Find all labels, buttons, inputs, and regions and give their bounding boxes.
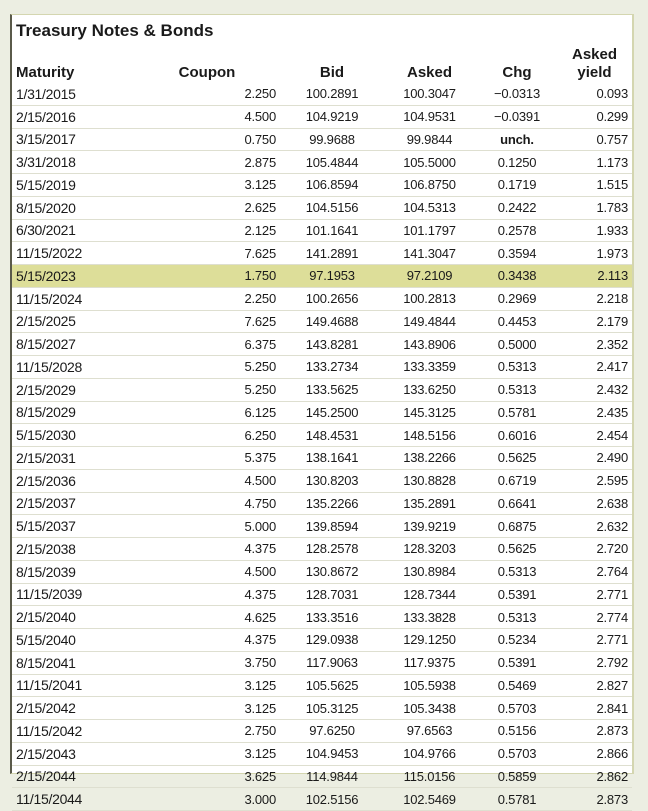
cell-bid: 104.9219 xyxy=(282,105,382,128)
header-yield-line2: yield xyxy=(577,64,612,81)
cell-coupon: 3.000 xyxy=(132,788,282,811)
cell-asked: 143.8906 xyxy=(382,333,477,356)
cell-asked: 105.3438 xyxy=(382,697,477,720)
cell-asked: 130.8828 xyxy=(382,469,477,492)
cell-asked: 117.9375 xyxy=(382,651,477,674)
cell-asked-yield: 2.490 xyxy=(557,447,632,470)
header-chg: Chg xyxy=(502,64,532,81)
table-row xyxy=(12,447,632,470)
cell-coupon: 4.375 xyxy=(132,583,282,606)
cell-asked-yield: 2.827 xyxy=(557,674,632,697)
cell-asked-yield: 2.873 xyxy=(557,720,632,743)
cell-asked: 99.9844 xyxy=(382,128,477,151)
cell-maturity: 5/15/2030 xyxy=(12,424,132,447)
cell-coupon: 3.125 xyxy=(132,697,282,720)
cell-bid: 104.5156 xyxy=(282,196,382,219)
cell-chg: −0.0313 xyxy=(477,83,557,105)
table-row xyxy=(12,469,632,492)
cell-coupon: 7.625 xyxy=(132,310,282,333)
cell-maturity: 2/15/2036 xyxy=(12,469,132,492)
cell-asked: 106.8750 xyxy=(382,174,477,197)
cell-coupon: 4.500 xyxy=(132,469,282,492)
cell-coupon: 2.125 xyxy=(132,219,282,242)
cell-asked-yield: 2.417 xyxy=(557,356,632,379)
cell-coupon: 2.250 xyxy=(132,83,282,105)
cell-asked-yield: 1.783 xyxy=(557,196,632,219)
cell-maturity: 11/15/2044 xyxy=(12,788,132,811)
cell-coupon: 4.750 xyxy=(132,492,282,515)
cell-asked-yield: 2.771 xyxy=(557,583,632,606)
cell-bid: 133.2734 xyxy=(282,356,382,379)
cell-maturity: 2/15/2031 xyxy=(12,447,132,470)
cell-asked: 105.5000 xyxy=(382,151,477,174)
table-row xyxy=(12,128,632,151)
table-row xyxy=(12,151,632,174)
cell-coupon: 2.750 xyxy=(132,720,282,743)
cell-coupon: 5.250 xyxy=(132,356,282,379)
cell-bid: 102.5156 xyxy=(282,788,382,811)
cell-chg: 0.2969 xyxy=(477,287,557,310)
table-row xyxy=(12,651,632,674)
cell-chg: 0.5703 xyxy=(477,697,557,720)
cell-maturity: 11/15/2042 xyxy=(12,720,132,743)
cell-bid: 97.6250 xyxy=(282,720,382,743)
table-row xyxy=(12,356,632,379)
cell-asked: 128.3203 xyxy=(382,538,477,561)
cell-maturity: 2/15/2025 xyxy=(12,310,132,333)
treasury-table xyxy=(12,43,632,811)
header-asked: Asked xyxy=(406,64,453,81)
cell-asked-yield: 1.173 xyxy=(557,151,632,174)
table-row xyxy=(12,310,632,333)
table-row xyxy=(12,287,632,310)
cell-maturity: 8/15/2020 xyxy=(12,196,132,219)
cell-maturity: 2/15/2043 xyxy=(12,742,132,765)
cell-asked-yield: 2.638 xyxy=(557,492,632,515)
cell-asked-yield: 2.454 xyxy=(557,424,632,447)
cell-chg: 0.5391 xyxy=(477,583,557,606)
cell-bid: 129.0938 xyxy=(282,629,382,652)
cell-asked-yield: 2.862 xyxy=(557,765,632,788)
cell-chg: 0.5859 xyxy=(477,765,557,788)
cell-asked: 148.5156 xyxy=(382,424,477,447)
cell-coupon: 4.500 xyxy=(132,105,282,128)
cell-asked-yield: 2.764 xyxy=(557,560,632,583)
cell-bid: 106.8594 xyxy=(282,174,382,197)
cell-asked: 105.5938 xyxy=(382,674,477,697)
cell-asked: 97.6563 xyxy=(382,720,477,743)
header-asked-yield xyxy=(557,43,632,83)
cell-bid: 148.4531 xyxy=(282,424,382,447)
cell-maturity: 3/15/2017 xyxy=(12,128,132,151)
cell-asked: 104.9531 xyxy=(382,105,477,128)
cell-maturity: 11/15/2028 xyxy=(12,356,132,379)
cell-chg: 0.5469 xyxy=(477,674,557,697)
cell-asked: 100.3047 xyxy=(382,83,477,105)
cell-bid: 104.9453 xyxy=(282,742,382,765)
cell-bid: 105.4844 xyxy=(282,151,382,174)
cell-maturity: 11/15/2022 xyxy=(12,242,132,265)
cell-maturity: 5/15/2019 xyxy=(12,174,132,197)
cell-asked: 141.3047 xyxy=(382,242,477,265)
cell-bid: 114.9844 xyxy=(282,765,382,788)
cell-maturity: 5/15/2023 xyxy=(12,265,132,288)
cell-chg: 0.5313 xyxy=(477,606,557,629)
cell-coupon: 3.125 xyxy=(132,674,282,697)
cell-asked-yield: 1.515 xyxy=(557,174,632,197)
table-title: Treasury Notes & Bonds xyxy=(16,21,214,40)
cell-asked-yield: 2.352 xyxy=(557,333,632,356)
table-row xyxy=(12,401,632,424)
cell-chg: 0.6875 xyxy=(477,515,557,538)
cell-asked-yield: 2.771 xyxy=(557,629,632,652)
cell-maturity: 8/15/2039 xyxy=(12,560,132,583)
table-row xyxy=(12,765,632,788)
cell-asked-yield: 2.866 xyxy=(557,742,632,765)
cell-asked: 97.2109 xyxy=(382,265,477,288)
cell-bid: 130.8203 xyxy=(282,469,382,492)
cell-bid: 117.9063 xyxy=(282,651,382,674)
table-row xyxy=(12,242,632,265)
cell-asked: 128.7344 xyxy=(382,583,477,606)
cell-coupon: 4.375 xyxy=(132,629,282,652)
cell-chg: 0.6719 xyxy=(477,469,557,492)
cell-coupon: 6.375 xyxy=(132,333,282,356)
cell-asked-yield: 2.720 xyxy=(557,538,632,561)
cell-chg: 0.5703 xyxy=(477,742,557,765)
cell-chg: 0.6016 xyxy=(477,424,557,447)
cell-bid: 149.4688 xyxy=(282,310,382,333)
cell-asked-yield: 2.841 xyxy=(557,697,632,720)
cell-coupon: 3.750 xyxy=(132,651,282,674)
cell-chg: −0.0391 xyxy=(477,105,557,128)
cell-asked-yield: 2.595 xyxy=(557,469,632,492)
cell-asked-yield: 2.113 xyxy=(557,265,632,288)
cell-chg: 0.5391 xyxy=(477,651,557,674)
table-row xyxy=(12,196,632,219)
cell-maturity: 11/15/2024 xyxy=(12,287,132,310)
cell-coupon: 3.625 xyxy=(132,765,282,788)
cell-coupon: 2.625 xyxy=(132,196,282,219)
cell-maturity: 2/15/2040 xyxy=(12,606,132,629)
cell-asked-yield: 2.873 xyxy=(557,788,632,811)
cell-asked: 130.8984 xyxy=(382,560,477,583)
cell-chg: 0.5625 xyxy=(477,447,557,470)
header-row xyxy=(12,43,632,83)
cell-asked: 145.3125 xyxy=(382,401,477,424)
cell-asked: 102.5469 xyxy=(382,788,477,811)
header-maturity: Maturity xyxy=(16,64,75,81)
cell-bid: 100.2656 xyxy=(282,287,382,310)
header-coupon: Coupon xyxy=(178,64,236,81)
cell-maturity: 2/15/2029 xyxy=(12,378,132,401)
cell-asked-yield: 1.933 xyxy=(557,219,632,242)
cell-maturity: 8/15/2027 xyxy=(12,333,132,356)
cell-chg: 0.2578 xyxy=(477,219,557,242)
treasury-table-panel xyxy=(10,14,634,808)
cell-bid: 133.5625 xyxy=(282,378,382,401)
cell-asked-yield: 2.632 xyxy=(557,515,632,538)
table-body xyxy=(12,83,632,811)
cell-bid: 105.3125 xyxy=(282,697,382,720)
cell-bid: 133.3516 xyxy=(282,606,382,629)
cell-asked-yield: 2.774 xyxy=(557,606,632,629)
cell-maturity: 11/15/2039 xyxy=(12,583,132,606)
cell-asked: 149.4844 xyxy=(382,310,477,333)
cell-chg: 0.2422 xyxy=(477,196,557,219)
cell-maturity: 11/15/2041 xyxy=(12,674,132,697)
table-row xyxy=(12,629,632,652)
cell-chg: 0.3594 xyxy=(477,242,557,265)
cell-bid: 128.7031 xyxy=(282,583,382,606)
cell-bid: 128.2578 xyxy=(282,538,382,561)
cell-bid: 135.2266 xyxy=(282,492,382,515)
cell-chg: 0.5234 xyxy=(477,629,557,652)
table-row xyxy=(12,333,632,356)
cell-chg: 0.5781 xyxy=(477,401,557,424)
table-row xyxy=(12,788,632,811)
cell-chg: 0.5156 xyxy=(477,720,557,743)
cell-asked: 129.1250 xyxy=(382,629,477,652)
cell-coupon: 4.375 xyxy=(132,538,282,561)
cell-coupon: 7.625 xyxy=(132,242,282,265)
table-row xyxy=(12,720,632,743)
cell-asked-yield: 0.093 xyxy=(557,83,632,105)
cell-bid: 101.1641 xyxy=(282,219,382,242)
cell-asked-yield: 0.757 xyxy=(557,128,632,151)
cell-maturity: 5/15/2040 xyxy=(12,629,132,652)
cell-chg: 0.5000 xyxy=(477,333,557,356)
cell-asked: 104.9766 xyxy=(382,742,477,765)
cell-chg: 0.1250 xyxy=(477,151,557,174)
table-row xyxy=(12,742,632,765)
cell-asked-yield: 1.973 xyxy=(557,242,632,265)
cell-maturity: 2/15/2044 xyxy=(12,765,132,788)
table-row xyxy=(12,378,632,401)
cell-asked: 139.9219 xyxy=(382,515,477,538)
cell-asked: 135.2891 xyxy=(382,492,477,515)
header-yield-line1: Asked xyxy=(571,46,618,63)
table-row xyxy=(12,265,632,288)
cell-coupon: 6.250 xyxy=(132,424,282,447)
cell-asked: 138.2266 xyxy=(382,447,477,470)
cell-chg: 0.6641 xyxy=(477,492,557,515)
cell-chg: unch. xyxy=(477,128,557,151)
cell-coupon: 4.500 xyxy=(132,560,282,583)
cell-coupon: 4.625 xyxy=(132,606,282,629)
cell-bid: 138.1641 xyxy=(282,447,382,470)
cell-chg: 0.5625 xyxy=(477,538,557,561)
cell-chg: 0.5313 xyxy=(477,378,557,401)
cell-maturity: 8/15/2029 xyxy=(12,401,132,424)
cell-bid: 143.8281 xyxy=(282,333,382,356)
cell-bid: 97.1953 xyxy=(282,265,382,288)
cell-coupon: 0.750 xyxy=(132,128,282,151)
cell-asked-yield: 2.792 xyxy=(557,651,632,674)
cell-asked: 133.6250 xyxy=(382,378,477,401)
cell-maturity: 5/15/2037 xyxy=(12,515,132,538)
cell-maturity: 2/15/2037 xyxy=(12,492,132,515)
cell-chg: 0.5313 xyxy=(477,560,557,583)
table-row xyxy=(12,697,632,720)
table-row xyxy=(12,105,632,128)
table-row xyxy=(12,674,632,697)
cell-maturity: 2/15/2042 xyxy=(12,697,132,720)
cell-bid: 100.2891 xyxy=(282,83,382,105)
cell-chg: 0.5781 xyxy=(477,788,557,811)
cell-asked-yield: 2.435 xyxy=(557,401,632,424)
table-row xyxy=(12,424,632,447)
table-row xyxy=(12,606,632,629)
cell-asked-yield: 0.299 xyxy=(557,105,632,128)
cell-maturity: 8/15/2041 xyxy=(12,651,132,674)
cell-bid: 139.8594 xyxy=(282,515,382,538)
cell-bid: 99.9688 xyxy=(282,128,382,151)
cell-coupon: 3.125 xyxy=(132,174,282,197)
cell-asked: 101.1797 xyxy=(382,219,477,242)
cell-asked: 100.2813 xyxy=(382,287,477,310)
cell-coupon: 5.250 xyxy=(132,378,282,401)
cell-maturity: 2/15/2038 xyxy=(12,538,132,561)
cell-chg: 0.4453 xyxy=(477,310,557,333)
cell-asked: 133.3828 xyxy=(382,606,477,629)
table-row xyxy=(12,538,632,561)
cell-coupon: 2.250 xyxy=(132,287,282,310)
cell-coupon: 2.875 xyxy=(132,151,282,174)
cell-asked: 115.0156 xyxy=(382,765,477,788)
cell-bid: 105.5625 xyxy=(282,674,382,697)
cell-asked-yield: 2.179 xyxy=(557,310,632,333)
cell-chg: 0.1719 xyxy=(477,174,557,197)
table-row xyxy=(12,583,632,606)
cell-bid: 145.2500 xyxy=(282,401,382,424)
table-row xyxy=(12,492,632,515)
cell-maturity: 2/15/2016 xyxy=(12,105,132,128)
table-row xyxy=(12,515,632,538)
cell-asked-yield: 2.218 xyxy=(557,287,632,310)
cell-bid: 141.2891 xyxy=(282,242,382,265)
cell-coupon: 1.750 xyxy=(132,265,282,288)
cell-chg: 0.3438 xyxy=(477,265,557,288)
table-row xyxy=(12,560,632,583)
header-bid: Bid xyxy=(319,64,345,81)
cell-bid: 130.8672 xyxy=(282,560,382,583)
cell-asked-yield: 2.432 xyxy=(557,378,632,401)
cell-chg: 0.5313 xyxy=(477,356,557,379)
cell-asked: 104.5313 xyxy=(382,196,477,219)
table-row xyxy=(12,219,632,242)
cell-coupon: 3.125 xyxy=(132,742,282,765)
table-row xyxy=(12,174,632,197)
cell-asked: 133.3359 xyxy=(382,356,477,379)
cell-coupon: 6.125 xyxy=(132,401,282,424)
table-row xyxy=(12,83,632,105)
cell-coupon: 5.000 xyxy=(132,515,282,538)
cell-maturity: 1/31/2015 xyxy=(12,83,132,105)
cell-maturity: 6/30/2021 xyxy=(12,219,132,242)
cell-coupon: 5.375 xyxy=(132,447,282,470)
cell-maturity: 3/31/2018 xyxy=(12,151,132,174)
